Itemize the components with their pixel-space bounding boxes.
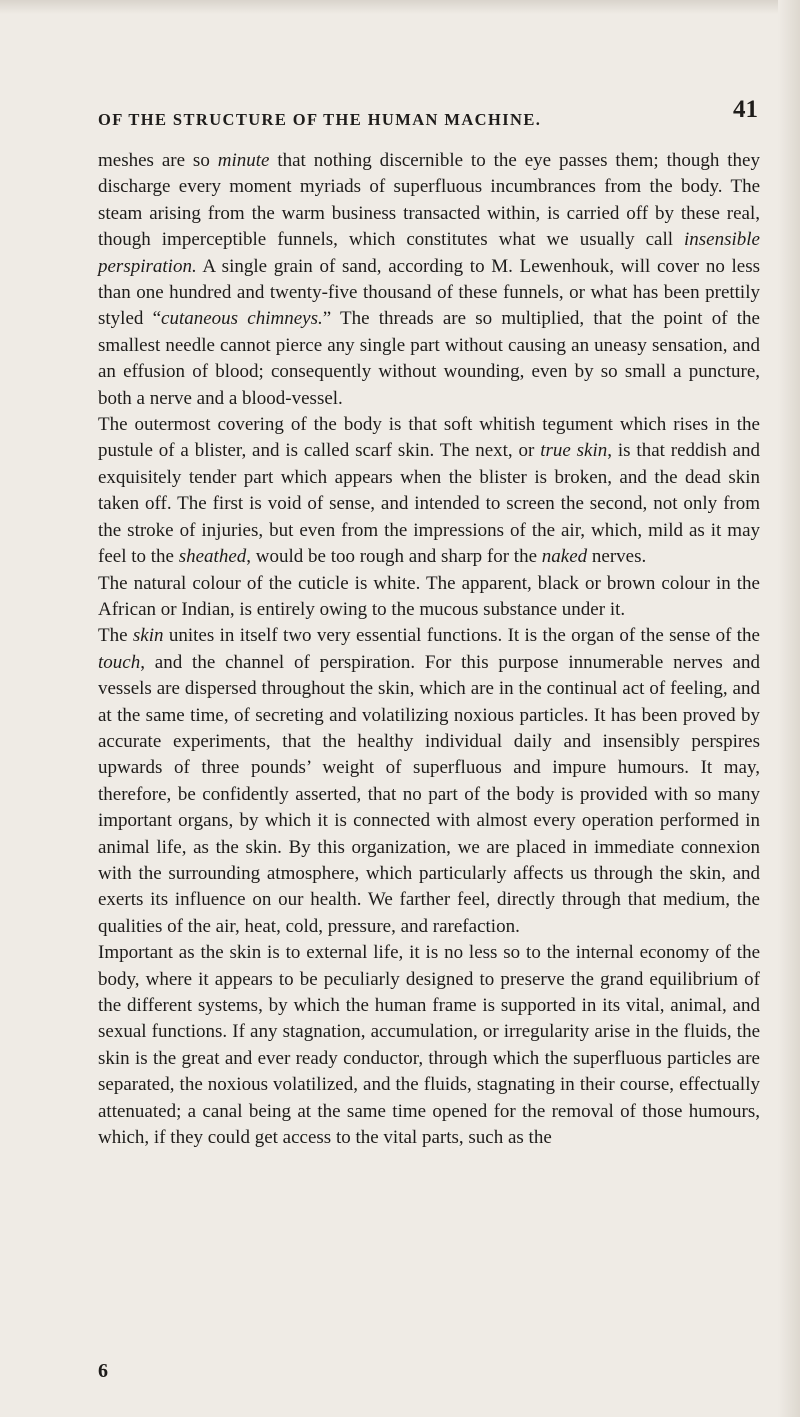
italic-text: touch <box>98 651 141 673</box>
text-run: ” The threads are so multiplied, that the point of the smallest needle cannot pierce any single part without causing an uneasy sensation, and an effusion of blood; consequently without wounding, even by so small a puncture, both a nerve and a blood-vessel. <box>98 308 760 409</box>
text-run: Important as the skin is to external life, it is no less so to the internal economy of the body, where it appears to be peculiarly designed to preserve the grand equilibrium of the different systems, by which the human frame is supported in its vital, animal, and sexual functions. If any stagnation, accumulation, or irregularity arise in the fluids, the skin is the great and ever ready conductor, through which the superfluous particles are separated, the noxious volatilized, and the fluids, stagnating in their course, effectually attenuated; a canal being at the same time opened for the removal of those humours, which, if they could get access to the vital parts, such as the <box>98 942 760 1149</box>
text-run: unites in itself two very essential functions. It is the organ of the sense of the <box>163 625 760 647</box>
paragraph <box>98 571 760 624</box>
text-run: , is that reddish and exquisitely tender part which appears when the blister is broken, and the dead skin taken off. The first is void of sense, and intended to screen the second, not only from the stroke of injuries, but even from the impressions of the air, which, mild as it may feel to the <box>98 440 760 568</box>
page-number: 41 <box>733 96 758 123</box>
italic-text: minute <box>217 150 270 171</box>
page-gutter-shadow <box>778 0 800 1417</box>
text-run: A single grain of sand, according to M. Lewenhouk, will cover no less than one hundred and twenty-five thousand of these funnels, or what has been prettily styled “ <box>98 255 760 330</box>
text-run: meshes are so <box>98 150 218 171</box>
paragraph <box>98 623 760 940</box>
italic-text: naked <box>541 546 588 568</box>
page-top-shadow <box>0 0 800 14</box>
italic-text: sheathed <box>178 546 247 568</box>
text-run: nerves. <box>587 546 647 568</box>
paragraph <box>98 940 760 1151</box>
text-run: , and the channel of perspiration. For this purpose innumerable nerves and vessels are dispersed throughout the skin, which are in the continual act of feeling, and at the same time, of secreting and volatilizing noxious particles. It has been proved by accurate experiments, that the healthy individual daily and insensibly perspires upwards of three pounds’ weight of superfluous and impure humours. It may, therefore, be confidently asserted, that no part of the body is provided with so many important organs, by which it is connected with almost every operation performed in animal life, as the skin. By this organization, we are placed in immediate connexion with the surrounding atmosphere, which particularly affects us through the skin, and exerts its influence on our health. We farther feel, directly through that medium, the qualities of the air, heat, cold, pressure, and rarefaction. <box>98 651 760 937</box>
running-head <box>98 96 758 136</box>
italic-text: cutaneous chimneys. <box>161 308 323 330</box>
italic-text: true skin <box>540 440 608 462</box>
text-run: The <box>98 625 133 647</box>
text-run: The natural colour of the cuticle is white. The apparent, black or brown colour in the African or Indian, is entirely owing to the mucous substance under it. <box>98 572 760 620</box>
running-title: OF THE STRUCTURE OF THE HUMAN MACHINE. <box>98 110 542 129</box>
body-text <box>98 148 760 1151</box>
text-run: The outermost covering of the body is that soft whitish tegument which rises in the pustule of a blister, and is called scarf skin. The next, or <box>98 414 760 462</box>
signature-mark: 6 <box>98 1360 108 1382</box>
italic-text: insensible perspiration. <box>98 229 760 277</box>
italic-text: skin <box>132 625 164 647</box>
paragraph <box>98 148 760 412</box>
text-run: , would be too rough and sharp for the <box>246 546 542 568</box>
paragraph <box>98 412 760 570</box>
text-run: that nothing discernible to the eye passes them; though they discharge every moment myriads of superfluous incumbrances from the body. The steam arising from the warm business transacted within, is carried off by these real, though imperceptible funnels, which constitutes what we usually call <box>98 150 760 251</box>
